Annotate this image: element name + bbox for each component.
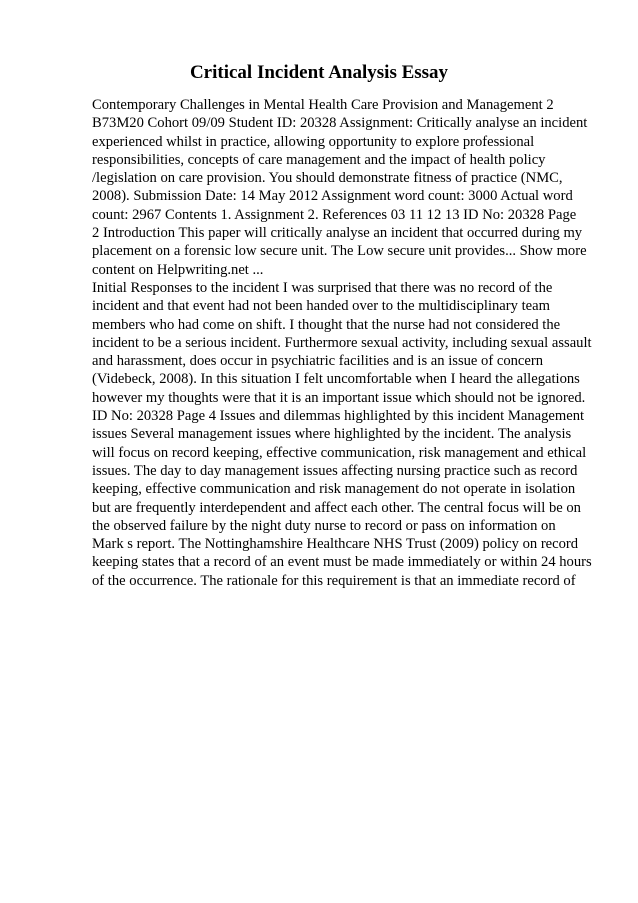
text-line: experienced whilst in practice, allowing opportunity to explore professional — [92, 133, 535, 150]
paragraph-intro — [92, 96, 592, 279]
text-line: (Videbeck, 2008). In this situation I felt uncomfortable when I heard the allegations — [92, 371, 580, 388]
text-line: /legislation on care provision. You should demonstrate fitness of practice (NMC, — [92, 170, 563, 187]
text-line: however my thoughts were that it is an important issue which should not be ignored. — [92, 389, 586, 406]
text-line: will focus on record keeping, effective communication, risk management and ethical — [92, 444, 587, 461]
text-line: Contemporary Challenges in Mental Health Care Provision and Management 2 — [92, 97, 554, 113]
text-line: responsibilities, concepts of care management and the impact of health policy — [92, 151, 546, 168]
text-line: members who had come on shift. I thought that the nurse had not considered the — [92, 316, 561, 333]
document-title: Critical Incident Analysis Essay — [189, 62, 449, 83]
text-line: content on Helpwriting.net ... — [92, 261, 264, 278]
text-line: of the occurrence. The rationale for this requirement is that an immediate record of — [92, 572, 576, 589]
text-line: keeping, effective communication and risk management do not operate in isolation — [92, 481, 576, 498]
text-line: and harassment, does occur in psychiatric facilities and is an issue of concern — [92, 353, 544, 370]
text-line: B73M20 Cohort 09/09 Student ID: 20328 Assignment: Critically analyse an incident — [92, 115, 588, 132]
text-line: Initial Responses to the incident I was surprised that there was no record of the — [92, 279, 553, 296]
text-line: issues Several management issues where highlighted by the incident. The analysis — [92, 426, 572, 443]
text-line: placement on a forensic low secure unit. The Low secure unit provides... Show more — [92, 243, 587, 260]
text-line: Mark s report. The Nottinghamshire Healthcare NHS Trust (2009) policy on record — [92, 536, 579, 553]
text-line: 2008). Submission Date: 14 May 2012 Assignment word count: 3000 Actual word — [92, 188, 573, 205]
document-body — [92, 96, 592, 590]
paragraph-initial-responses — [92, 279, 592, 590]
text-line: issues. The day to day management issues affecting nursing practice such as record — [92, 462, 578, 479]
text-line: the observed failure by the night duty nurse to record or pass on information on — [92, 517, 556, 534]
text-line: count: 2967 Contents 1. Assignment 2. References 03 11 12 13 ID No: 20328 Page — [92, 206, 577, 223]
text-line: incident and that event had not been handed over to the multidisciplinary team — [92, 298, 550, 315]
text-line: ID No: 20328 Page 4 Issues and dilemmas highlighted by this incident Management — [92, 408, 585, 425]
text-line: but are frequently interdependent and affect each other. The central focus will be on — [92, 499, 581, 516]
text-line: 2 Introduction This paper will critically analyse an incident that occurred during my — [92, 225, 583, 242]
text-line: keeping states that a record of an event must be made immediately or within 24 hours — [92, 554, 592, 571]
text-line: incident to be a serious incident. Furthermore sexual activity, including sexual assault — [92, 334, 592, 351]
